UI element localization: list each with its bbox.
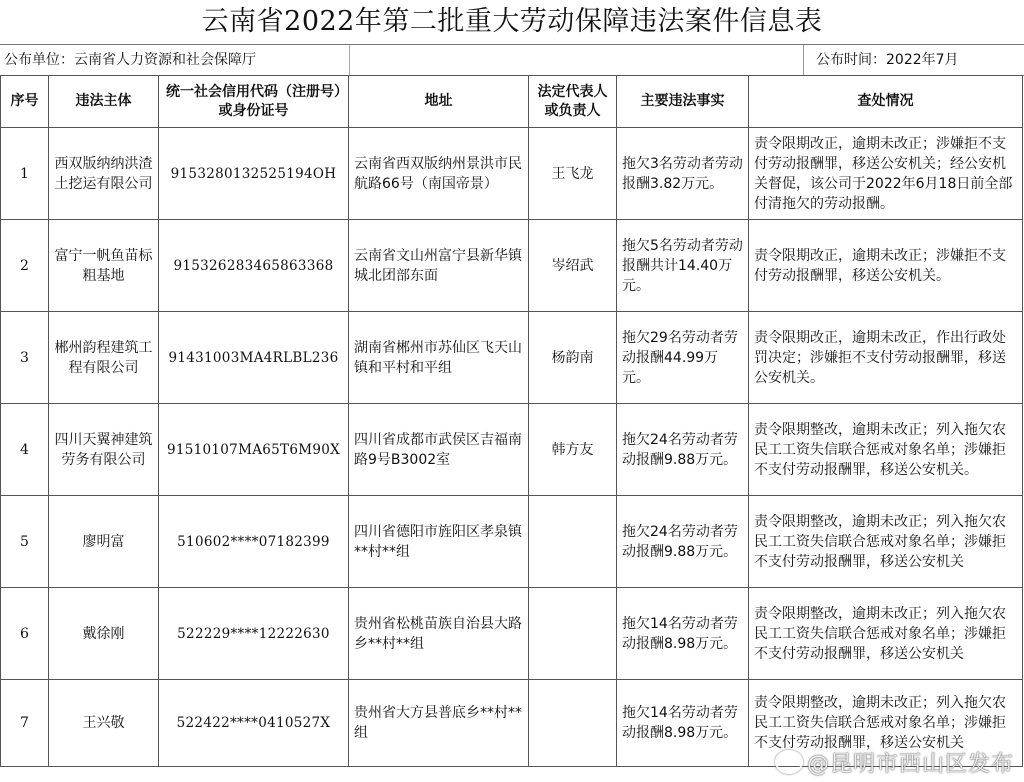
header-cell-code: 统一社会信用代码（注册号）或身份证号 — [159, 76, 349, 128]
publisher-label: 公布单位：云南省人力资源和社会保障厅 — [4, 52, 256, 68]
cell-address: 湖南省郴州市苏仙区飞天山镇和平村和平组 — [349, 312, 529, 404]
watermark-text: @昆明市西山区发布 — [806, 752, 1014, 777]
cell-address: 贵州省松桃苗族自治县大路乡**村**组 — [349, 588, 529, 680]
cell-result: 责令限期改正，逾期未改正；涉嫌拒不支付劳动报酬罪，移送公安机关；经公安机关督促，该公司于2022年6月18日前全部付清拖欠的劳动报酬。 — [749, 128, 1023, 220]
cell-rep — [529, 680, 617, 767]
cell-code: 91431003MA4RLBL236 — [159, 312, 349, 404]
cell-subject: 四川天翼神建筑劳务有限公司 — [49, 404, 159, 496]
table-row — [1, 312, 1023, 404]
cell-subject: 西双版纳纳洪渣土挖运有限公司 — [49, 128, 159, 220]
cell-fact: 拖欠3名劳动者劳动报酬3.82万元。 — [617, 128, 749, 220]
cell-subject: 戴徐刚 — [49, 588, 159, 680]
cell-subject: 富宁一帆鱼苗标粗基地 — [49, 220, 159, 312]
header-cell-fact: 主要违法事实 — [617, 76, 749, 128]
header-cell-result: 查处情况 — [749, 76, 1023, 128]
cell-rep: 韩方友 — [529, 404, 617, 496]
cell-no: 4 — [1, 404, 49, 496]
header-cell-subject: 违法主体 — [49, 76, 159, 128]
cell-result: 责令限期整改，逾期未改正；列入拖欠农民工工资失信联合惩戒对象名单；涉嫌拒不支付劳动报酬罪，移送公安机关 — [749, 680, 1023, 767]
cell-rep: 王飞龙 — [529, 128, 617, 220]
cell-address: 四川省德阳市旌阳区孝泉镇**村**组 — [349, 496, 529, 588]
cell-rep — [529, 588, 617, 680]
cell-code: 9153280132525194OH — [159, 128, 349, 220]
cell-result: 责令限期改正，逾期未改正，作出行政处罚决定；涉嫌拒不支付劳动报酬罪，移送公安机关。 — [749, 312, 1023, 404]
weibo-icon — [775, 750, 803, 774]
cell-code: 91510107MA65T6M90X — [159, 404, 349, 496]
publish-info-row — [0, 44, 1024, 76]
cell-code: 91532628346586336​8 — [159, 220, 349, 312]
table-row — [1, 496, 1023, 588]
cell-rep — [529, 496, 617, 588]
cell-fact: 拖欠24名劳动者劳动报酬9.88万元。 — [617, 496, 749, 588]
cell-subject: 廖明富 — [49, 496, 159, 588]
cell-code: 522422****0410527X — [159, 680, 349, 767]
cell-result: 责令限期改正，逾期未改正；涉嫌拒不支付劳动报酬罪，移送公安机关。 — [749, 220, 1023, 312]
table-row — [1, 128, 1023, 220]
cell-code: 522229****12222630 — [159, 588, 349, 680]
cell-address: 四川省成都市武侯区吉福南路9号B3002室 — [349, 404, 529, 496]
case-table — [0, 75, 1023, 767]
header-cell-address: 地址 — [349, 76, 529, 128]
cell-fact: 拖欠29名劳动者劳动报酬44.99万元。 — [617, 312, 749, 404]
table-row — [1, 588, 1023, 680]
watermark — [775, 747, 1014, 778]
cell-subject: 王兴敬 — [49, 680, 159, 767]
cell-subject: 郴州韵程建筑工程有限公司 — [49, 312, 159, 404]
divider — [349, 45, 350, 75]
cell-address: 云南省西双版纳州景洪市民航路66号（南国帝景） — [349, 128, 529, 220]
cell-result: 责令限期整改，逾期未改正；列入拖欠农民工工资失信联合惩戒对象名单；涉嫌拒不支付劳动报酬罪，移送公安机关 — [749, 588, 1023, 680]
cell-rep: 杨韵南 — [529, 312, 617, 404]
table-header-row — [1, 76, 1023, 128]
cell-rep: 岑绍武 — [529, 220, 617, 312]
cell-code: 510602****07182399 — [159, 496, 349, 588]
cell-no: 5 — [1, 496, 49, 588]
cell-no: 7 — [1, 680, 49, 767]
cell-address: 云南省文山州富宁县新华镇城北团部东面 — [349, 220, 529, 312]
cell-fact: 拖欠14名劳动者劳动报酬8.98万元。 — [617, 588, 749, 680]
page-title: 云南省2022年第二批重大劳动保障违法案件信息表 — [201, 6, 823, 37]
cell-no: 3 — [1, 312, 49, 404]
table-row — [1, 220, 1023, 312]
cell-fact: 拖欠14名劳动者劳动报酬8.98万元。 — [617, 680, 749, 767]
cell-no: 1 — [1, 128, 49, 220]
publish-time-label: 公布时间：2022年7月 — [803, 45, 959, 75]
cell-address: 贵州省大方县普底乡**村**组 — [349, 680, 529, 767]
cell-fact: 拖欠5名劳动者劳动报酬共计14.40万元。 — [617, 220, 749, 312]
cell-no: 2 — [1, 220, 49, 312]
cell-result: 责令限期整改，逾期未改正；列入拖欠农民工工资失信联合惩戒对象名单；涉嫌拒不支付劳动报酬罪，移送公安机关。 — [749, 404, 1023, 496]
cell-fact: 拖欠24名劳动者劳动报酬9.88万元。 — [617, 404, 749, 496]
cell-result: 责令限期整改，逾期未改正；列入拖欠农民工工资失信联合惩戒对象名单；涉嫌拒不支付劳动报酬罪，移送公安机关 — [749, 496, 1023, 588]
header-cell-rep: 法定代表人或负责人 — [529, 76, 617, 128]
cell-no: 6 — [1, 588, 49, 680]
header-cell-no: 序号 — [1, 76, 49, 128]
table-row — [1, 404, 1023, 496]
